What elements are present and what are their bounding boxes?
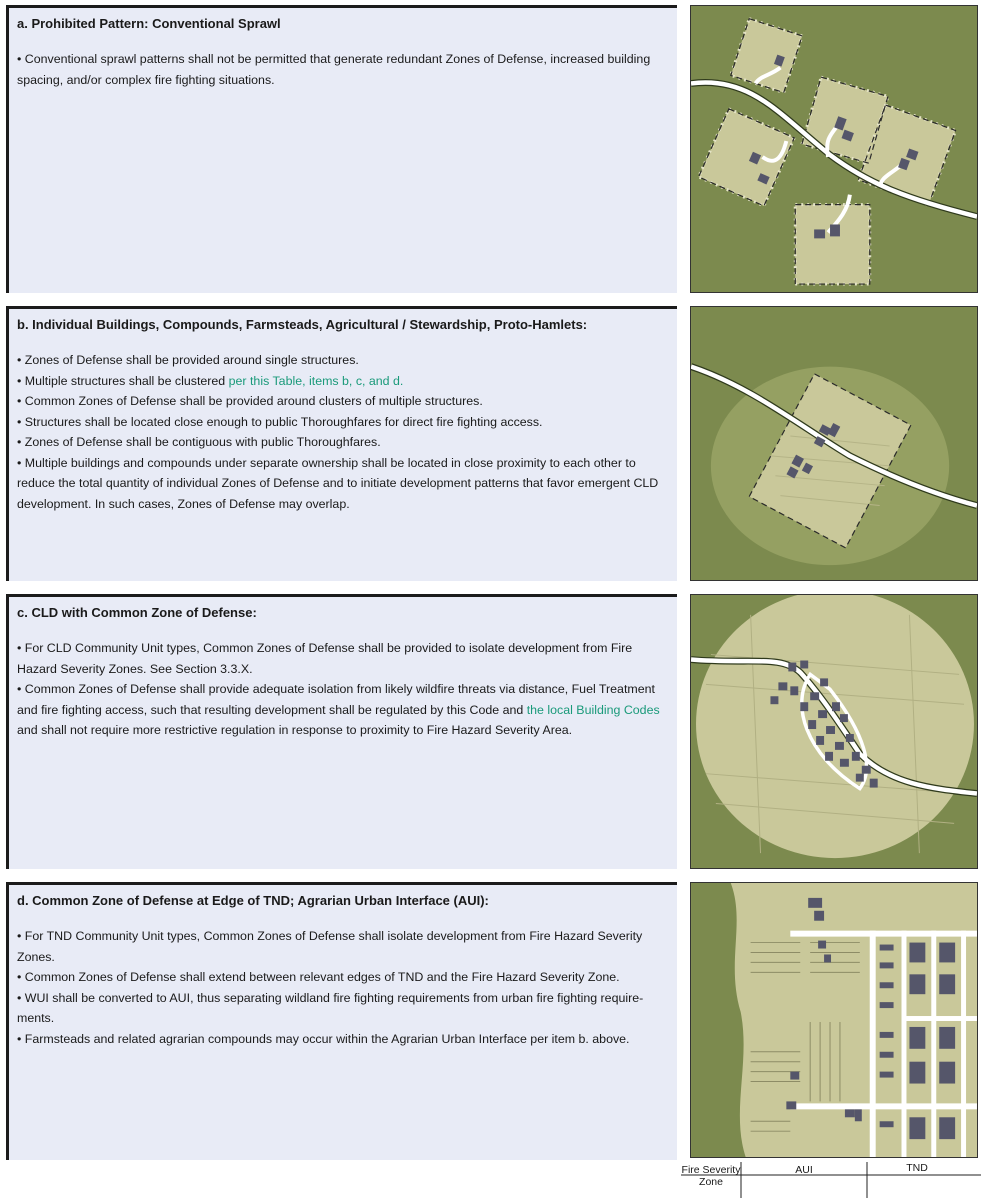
section-d-bullet: • For TND Community Unit types, Common Zones of Defense shall isolate development from Fire Hazard Severity Zones. — [17, 929, 643, 964]
section-d-bullets — [9, 926, 677, 1049]
section-c-bullet: • For CLD Community Unit types, Common Zones of Defense shall be provided to isolate development from Fire Hazard Severity Zones. See Section 3.3.X. — [17, 641, 633, 676]
section-b-bullet: • Multiple structures shall be clustered per this Table, items b, c, and d. — [17, 373, 404, 388]
cld-illustration — [691, 595, 977, 868]
section-b-bullet: • Zones of Defense shall be contiguous with public Thoroughfares. — [17, 435, 381, 449]
section-c-bullet: • Common Zones of Defense shall provide adequate isolation from likely wildfire threats via distance, Fuel Treatment and fire fighting access, such that resulting development shall be regulated by this Code and the local Building Codes and shall not require more restrictive regulation in response to proximity to Fire Hazard Severity Area. — [17, 682, 660, 737]
section-c-panel — [6, 594, 677, 869]
figure-d-edge-of-tnd — [690, 882, 978, 1158]
figure-c-cld-common-zone — [690, 594, 978, 869]
section-a-title: a. Prohibited Pattern: Conventional Sprawl — [17, 16, 281, 31]
section-d-bullet: • Farmsteads and related agrarian compounds may occur within the Agrarian Urban Interface per item b. above. — [17, 1031, 630, 1046]
section-b-bullets — [9, 350, 677, 514]
building-codes-link[interactable]: the local Building Codes — [526, 702, 660, 717]
section-c-title: c. CLD with Common Zone of Defense: — [17, 605, 257, 620]
zone-scale-bar — [681, 1160, 981, 1200]
figure-b-individual-buildings — [690, 306, 978, 581]
compound-illustration — [691, 307, 977, 580]
section-b-bullet: • Multiple buildings and compounds under separate ownership shall be located in close proximity to each other to reduce the total quantity of individual Zones of Defense and to initiate development patterns that favor emergent CLD development. In such cases, Zones of Defense may overlap. — [17, 455, 659, 511]
section-d-bullet: • WUI shall be converted to AUI, thus separating wildland fire fighting requirements from urban fire fighting require-ments. — [17, 990, 644, 1025]
table-items-link[interactable]: per this Table, items b, c, and d. — [228, 373, 404, 388]
aui-label: AUI — [795, 1164, 813, 1176]
section-b-panel — [6, 306, 677, 581]
section-a-bullet: • Conventional sprawl patterns shall not be permitted that generate redundant Zones of Defense, increased building spacing, and/or complex fire fighting situations. — [17, 52, 651, 87]
figure-a-conventional-sprawl — [690, 5, 978, 293]
section-b-bullet: • Zones of Defense shall be provided around single structures. — [17, 353, 359, 367]
section-b-bullet: • Structures shall be located close enough to public Thoroughfares for direct fire fighting access. — [17, 414, 543, 429]
aui-tnd-illustration — [691, 883, 977, 1157]
section-b-bullet: • Common Zones of Defense shall be provided around clusters of multiple structures. — [17, 394, 483, 408]
section-c-bullets — [9, 638, 677, 741]
sprawl-illustration — [691, 6, 977, 292]
section-b-title: b. Individual Buildings, Compounds, Farmsteads, Agricultural / Stewardship, Proto-Hamlets: — [17, 317, 588, 332]
tnd-label: TND — [906, 1162, 928, 1174]
section-d-bullet: • Common Zones of Defense shall extend between relevant edges of TND and the Fire Hazard Severity Zone. — [17, 970, 620, 984]
section-d-panel — [6, 882, 677, 1160]
fire-severity-zone-label: Fire Severity Zone — [681, 1164, 741, 1188]
section-d-title: d. Common Zone of Defense at Edge of TND; Agrarian Urban Interface (AUI): — [17, 893, 489, 908]
section-a-panel — [6, 5, 677, 293]
section-a-bullets — [9, 49, 677, 90]
